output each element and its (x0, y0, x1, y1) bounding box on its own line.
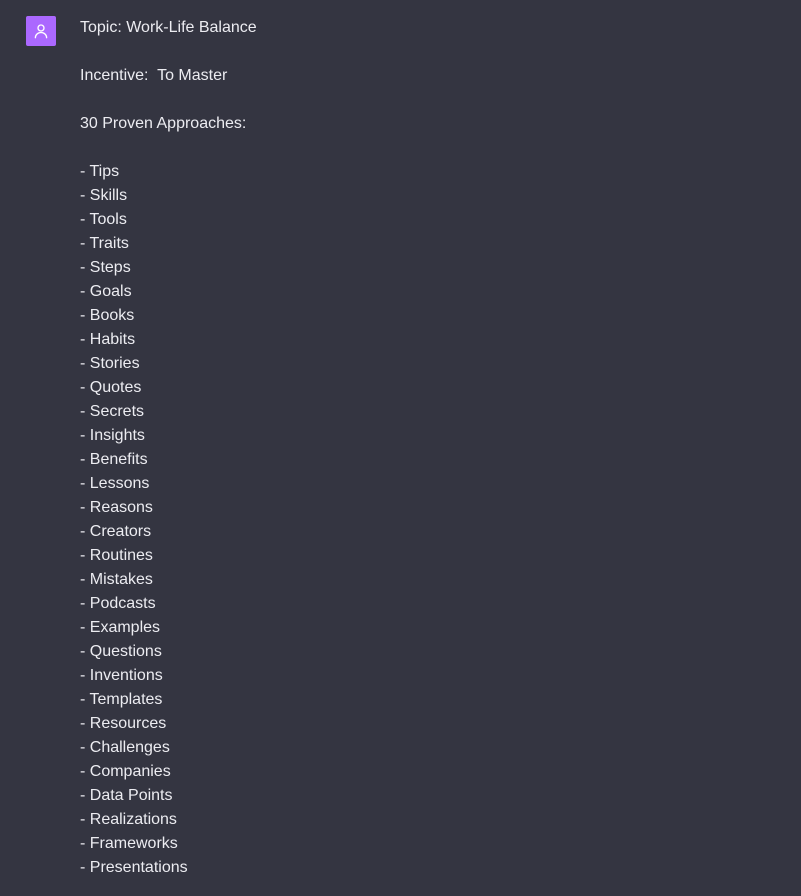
list-item: - Creators (80, 523, 152, 540)
message-content (80, 16, 770, 880)
list-item: - Presentations (80, 859, 188, 876)
spacer (80, 40, 770, 64)
list-item: - Inventions (80, 667, 163, 684)
list-item: - Routines (80, 547, 153, 564)
list-item: - Questions (80, 643, 162, 660)
list-item: - Challenges (80, 739, 170, 756)
list-item: - Lessons (80, 475, 150, 492)
list-item: - Insights (80, 427, 145, 444)
list-item: - Stories (80, 355, 140, 372)
list-item: - Secrets (80, 403, 145, 420)
spacer (80, 88, 770, 112)
list-item: - Templates (80, 691, 163, 708)
list-item: - Steps (80, 259, 131, 276)
approaches-heading: 30 Proven Approaches: (80, 115, 247, 132)
list-item: - Resources (80, 715, 167, 732)
list-item: - Tips (80, 163, 120, 180)
list-item: - Data Points (80, 787, 173, 804)
spacer (80, 136, 770, 160)
list-item: - Realizations (80, 811, 177, 828)
incentive-line: Incentive: To Master (80, 67, 228, 84)
list-item: - Books (80, 307, 135, 324)
topic-line: Topic: Work-Life Balance (80, 19, 257, 36)
list-item: - Quotes (80, 379, 142, 396)
list-item: - Companies (80, 763, 171, 780)
list-item: - Examples (80, 619, 161, 636)
list-item: - Podcasts (80, 595, 156, 612)
list-item: - Mistakes (80, 571, 153, 588)
list-item: - Reasons (80, 499, 153, 516)
list-item: - Goals (80, 283, 132, 300)
list-item: - Benefits (80, 451, 148, 468)
list-item: - Tools (80, 211, 127, 228)
user-icon (32, 22, 50, 40)
list-item: - Habits (80, 331, 136, 348)
avatar (26, 16, 56, 46)
list-item: - Frameworks (80, 835, 178, 852)
approaches-list (80, 160, 770, 880)
list-item: - Traits (80, 235, 129, 252)
list-item: - Skills (80, 187, 128, 204)
